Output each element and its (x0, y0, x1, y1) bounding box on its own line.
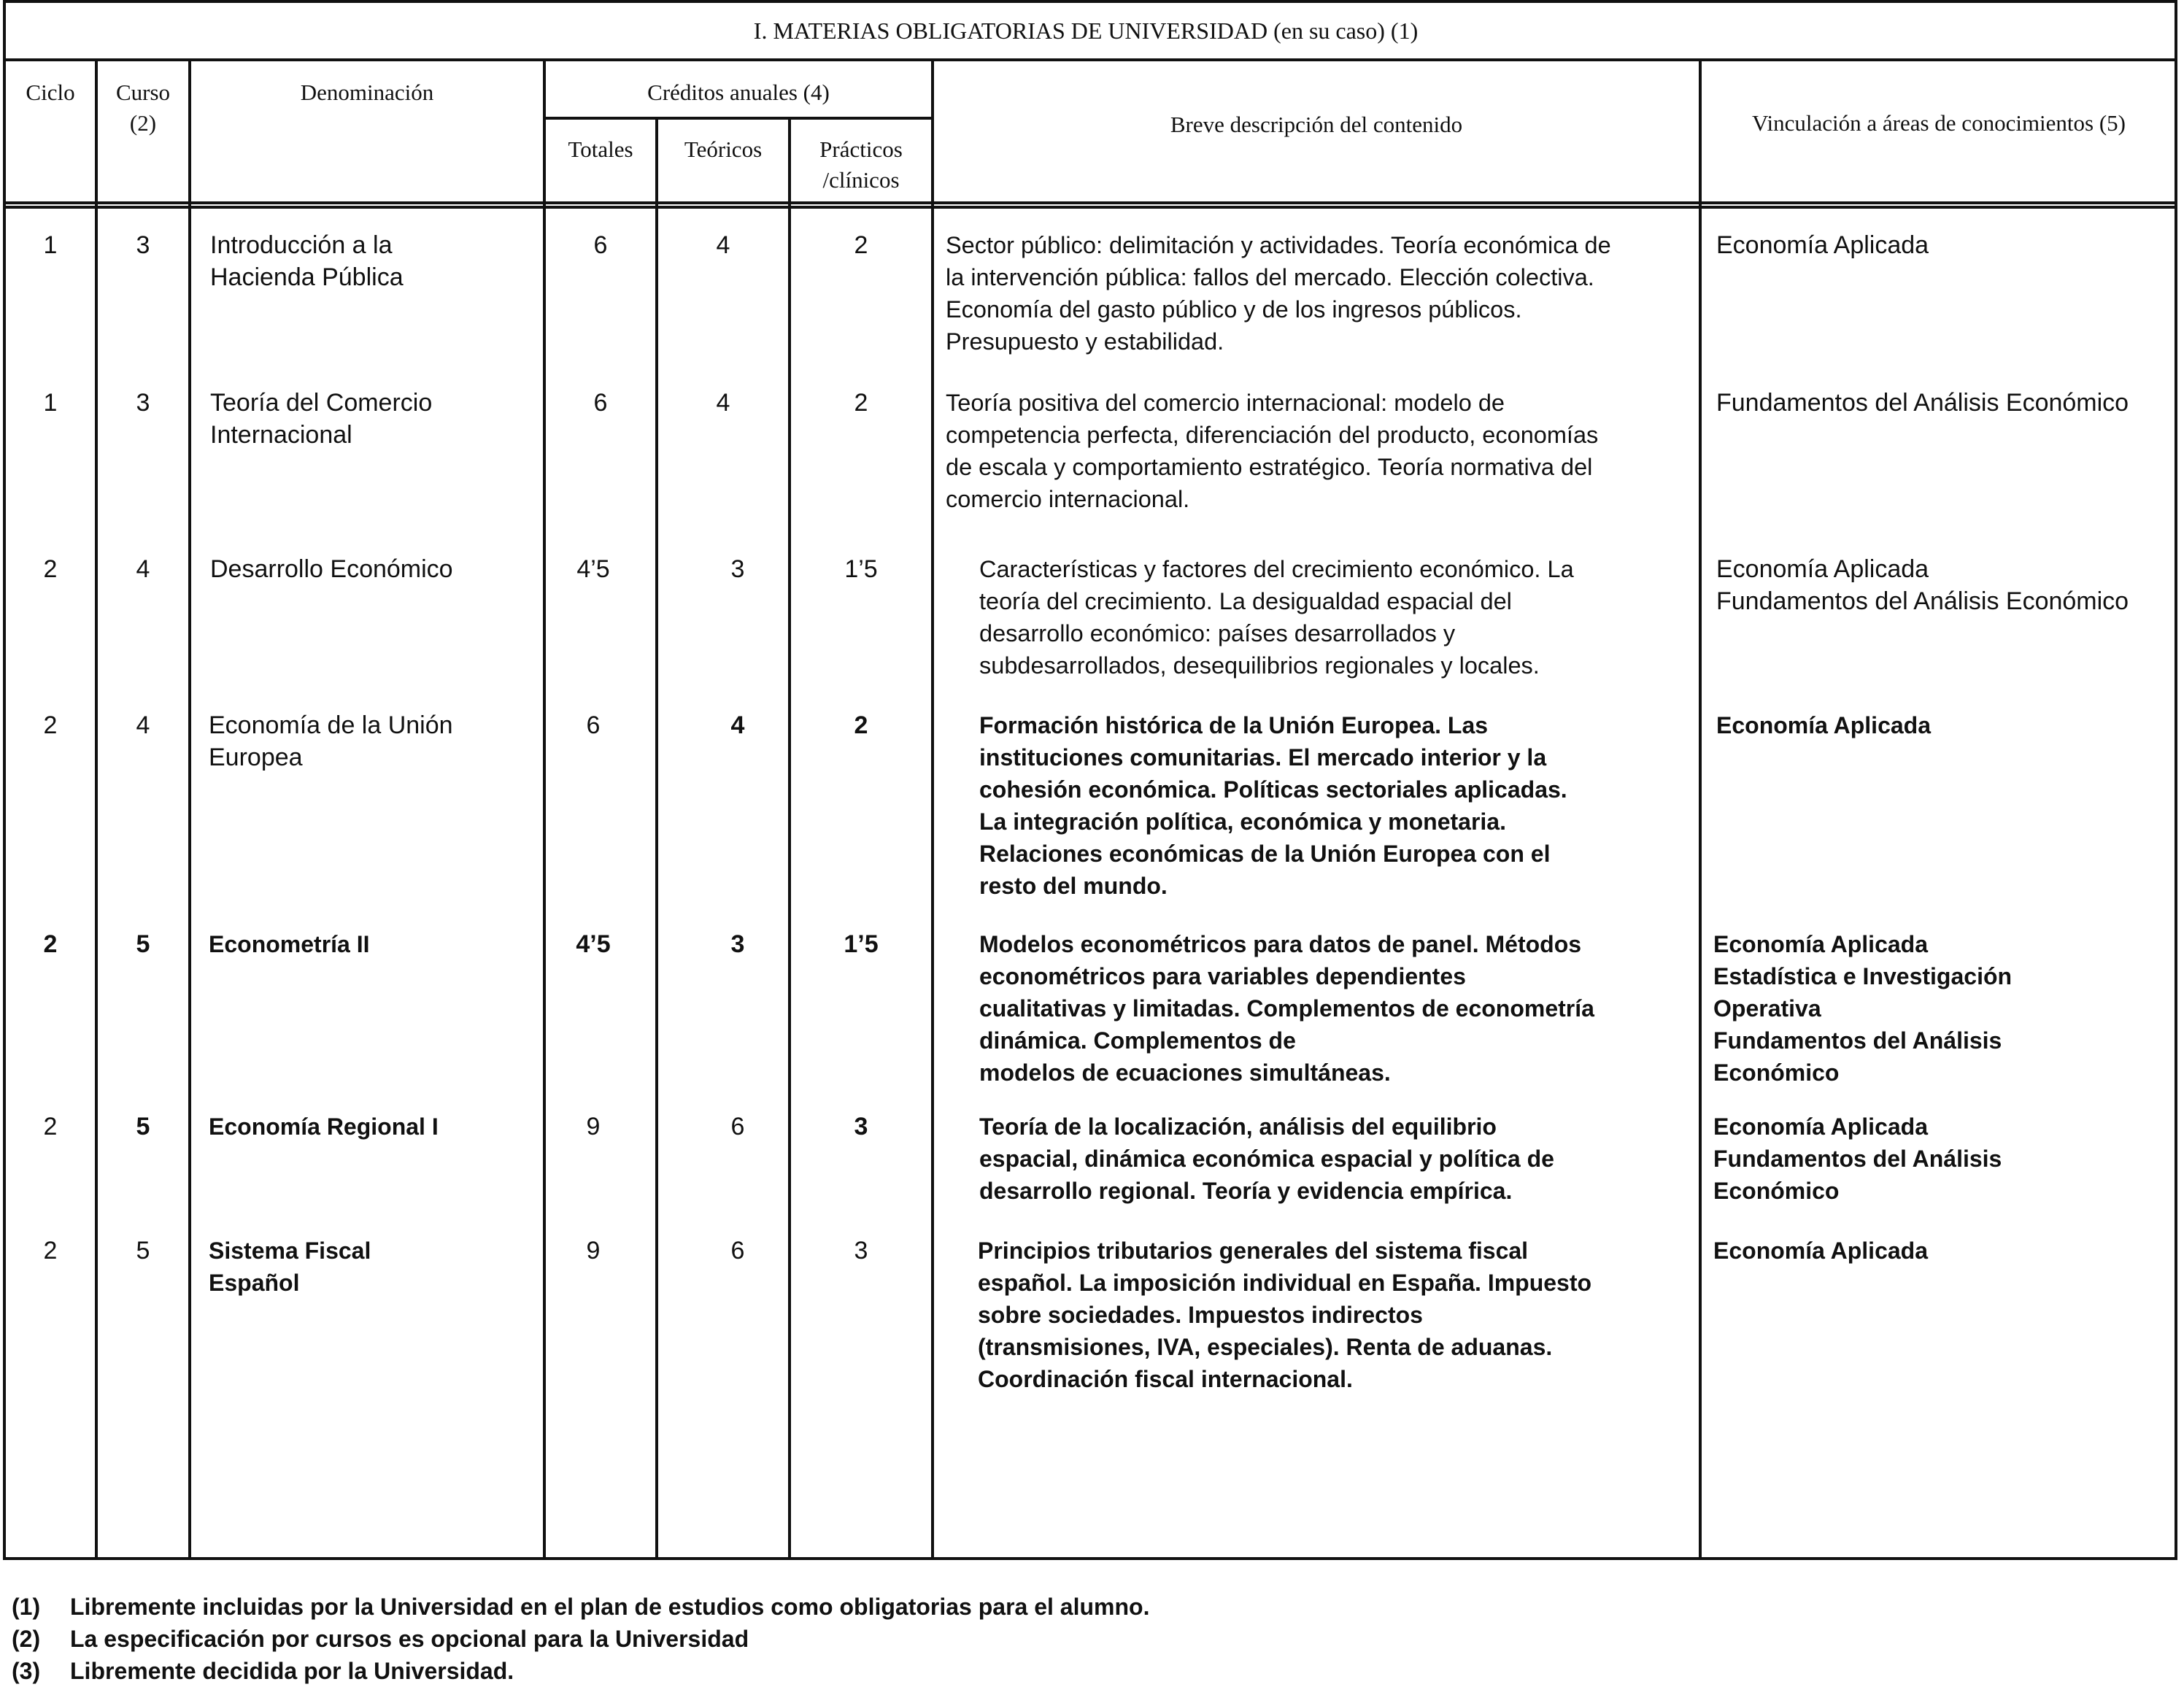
cell-denominacion (210, 553, 539, 585)
cell-denominacion (210, 229, 539, 293)
cell-line: Teoría del Comercio (210, 389, 433, 417)
cell-line: dinámica. Complementos de (979, 1027, 1296, 1054)
cell-line: Introducción a la (210, 231, 393, 259)
footnote (12, 1623, 1149, 1655)
cell-descripcion (979, 553, 1694, 682)
cell-ciclo: 1 (43, 231, 58, 259)
cell-line: Económico (1713, 1178, 1840, 1204)
cell-curso: 3 (136, 231, 150, 259)
cell-line: resto del mundo. (979, 873, 1168, 899)
cell-vinculacion (1713, 1111, 2173, 1207)
cell-descripcion (979, 1111, 1694, 1207)
cell-ciclo: 1 (43, 389, 58, 417)
cell-line: Español (209, 1270, 300, 1296)
column-divider (188, 58, 191, 1560)
cell-denominacion (209, 1111, 537, 1143)
cell-line: cualitativas y limitadas. Complementos de econometría (979, 995, 1594, 1022)
footnote-text: Libremente decidida por la Universidad. (70, 1658, 514, 1684)
footnote (12, 1655, 1149, 1687)
cell-line: Economía Regional I (209, 1113, 439, 1140)
cell-vinculacion (1716, 229, 2176, 261)
cell-line: Sector público: delimitación y actividades. Teoría económica de (946, 232, 1611, 258)
column-divider (931, 58, 934, 1560)
cell-line: Hacienda Pública (210, 263, 404, 291)
cell-line: Economía Aplicada (1716, 712, 1931, 738)
header-teoricos: Teóricos (684, 136, 763, 162)
cell-line: Desarrollo Económico (210, 555, 453, 583)
cell-denominacion (209, 1235, 537, 1299)
cell-denominacion (209, 709, 537, 773)
footnote-number: (2) (12, 1626, 41, 1652)
cell-line: comercio internacional. (946, 486, 1190, 512)
cell-ciclo: 2 (43, 711, 58, 739)
cell-teoricos: 6 (730, 1113, 745, 1140)
column-divider (1699, 58, 1702, 1560)
cell-line: Economía Aplicada (1713, 1113, 1928, 1140)
credits-subheader-divider (543, 117, 931, 120)
cell-descripcion (946, 229, 1690, 358)
header-denominacion: Denominación (300, 80, 434, 105)
cell-line: de escala y comportamiento estratégico. Teoría normativa del (946, 454, 1593, 480)
header-curso-note: (2) (129, 110, 157, 136)
cell-line: teoría del crecimiento. La desigualdad espacial del (979, 588, 1512, 614)
cell-curso: 5 (136, 1237, 150, 1265)
cell-line: Teoría de la localización, análisis del equilibrio (979, 1113, 1497, 1140)
cell-totales: 6 (593, 231, 608, 259)
footnote-number: (1) (12, 1594, 41, 1620)
header-divider-double (3, 206, 2177, 209)
cell-line: Fundamentos del Análisis (1713, 1027, 2002, 1054)
cell-teoricos: 4 (730, 711, 745, 739)
cell-line: Económico (1713, 1059, 1840, 1086)
cell-line: Economía Aplicada (1716, 231, 1929, 259)
header-ciclo: Ciclo (26, 80, 75, 105)
cell-totales: 6 (593, 389, 608, 417)
cell-curso: 5 (136, 1113, 150, 1140)
cell-practicos: 1’5 (844, 930, 879, 958)
cell-line: Operativa (1713, 995, 1821, 1022)
cell-descripcion (979, 709, 1694, 902)
cell-line: Economía del gasto público y de los ingresos públicos. (946, 296, 1522, 323)
cell-totales: 4’5 (576, 555, 610, 583)
cell-line: econométricos para variables dependientes (979, 963, 1466, 989)
cell-line: Modelos econométricos para datos de panel. Métodos (979, 931, 1582, 957)
cell-descripcion (978, 1235, 1693, 1395)
cell-vinculacion (1716, 709, 2176, 741)
footnote-text: La especificación por cursos es opcional para la Universidad (70, 1626, 749, 1652)
header-divider (3, 201, 2177, 204)
cell-line: Fundamentos del Análisis Económico (1716, 587, 2129, 615)
cell-denominacion (210, 387, 539, 451)
footnote-text: Libremente incluidas por la Universidad en el plan de estudios como obligatorias para el alumno. (70, 1594, 1150, 1620)
cell-totales: 9 (586, 1113, 601, 1140)
cell-line: Economía Aplicada (1716, 555, 1929, 583)
column-divider (655, 117, 658, 1560)
cell-ciclo: 2 (43, 1237, 58, 1265)
cell-line: Economía Aplicada (1713, 931, 1928, 957)
cell-totales: 4’5 (576, 930, 611, 958)
cell-practicos: 3 (854, 1237, 868, 1265)
cell-line: Econometría II (209, 931, 370, 957)
cell-line: espacial, dinámica económica espacial y política de (979, 1146, 1554, 1172)
cell-ciclo: 2 (43, 555, 58, 583)
title-divider (3, 58, 2177, 61)
cell-line: desarrollo económico: países desarrollados y (979, 620, 1456, 646)
cell-line: Internacional (210, 421, 352, 449)
cell-teoricos: 4 (716, 231, 730, 259)
cell-vinculacion (1713, 928, 2173, 1089)
cell-curso: 4 (136, 555, 150, 583)
cell-vinculacion (1716, 553, 2176, 617)
column-divider (95, 58, 98, 1560)
cell-line: Teoría positiva del comercio internacional: modelo de (946, 390, 1505, 416)
header-practicos-clinicos: /clínicos (822, 167, 900, 193)
header-descripcion: Breve descripción del contenido (1170, 112, 1463, 137)
cell-line: Europea (209, 744, 303, 771)
table-title: I. MATERIAS OBLIGATORIAS DE UNIVERSIDAD (en su caso) (1) (753, 18, 1419, 44)
cell-line: subdesarrollados, desequilibrios regionales y locales. (979, 652, 1540, 679)
cell-line: instituciones comunitarias. El mercado interior y la (979, 744, 1547, 771)
cell-line: desarrollo regional. Teoría y evidencia empírica. (979, 1178, 1513, 1204)
footnote (12, 1591, 1149, 1623)
cell-vinculacion (1716, 387, 2176, 419)
cell-vinculacion (1713, 1235, 2173, 1267)
header-curso: Curso (115, 80, 171, 105)
cell-practicos: 1’5 (844, 555, 878, 583)
cell-line: Presupuesto y estabilidad. (946, 328, 1224, 355)
cell-line: competencia perfecta, diferenciación del producto, economías (946, 422, 1599, 448)
column-divider (543, 58, 546, 1560)
cell-line: modelos de ecuaciones simultáneas. (979, 1059, 1391, 1086)
cell-line: sobre sociedades. Impuestos indirectos (978, 1302, 1423, 1328)
cell-teoricos: 3 (730, 555, 745, 583)
footnotes (12, 1591, 1149, 1687)
cell-teoricos: 3 (730, 930, 745, 958)
cell-line: Fundamentos del Análisis (1713, 1146, 2002, 1172)
cell-curso: 3 (136, 389, 150, 417)
cell-line: Economía Aplicada (1713, 1238, 1928, 1264)
cell-line: cohesión económica. Políticas sectoriales aplicadas. (979, 776, 1567, 803)
header-totales: Totales (568, 136, 633, 162)
cell-curso: 5 (136, 930, 150, 958)
cell-totales: 9 (586, 1237, 601, 1265)
cell-practicos: 2 (854, 389, 868, 417)
header-vinculacion: Vinculación a áreas de conocimientos (5) (1751, 110, 2126, 136)
footnote-number: (3) (12, 1658, 41, 1684)
cell-teoricos: 6 (730, 1237, 745, 1265)
cell-line: la intervención pública: fallos del mercado. Elección colectiva. (946, 264, 1594, 290)
column-divider (788, 117, 791, 1560)
cell-line: Principios tributarios generales del sistema fiscal (978, 1238, 1529, 1264)
cell-line: Economía de la Unión (209, 711, 453, 739)
cell-line: Formación histórica de la Unión Europea. Las (979, 712, 1489, 738)
cell-practicos: 2 (854, 711, 868, 739)
cell-line: La integración política, económica y monetaria. (979, 808, 1506, 835)
cell-line: español. La imposición individual en España. Impuesto (978, 1270, 1592, 1296)
header-creditos: Créditos anuales (4) (647, 80, 830, 105)
cell-line: Relaciones económicas de la Unión Europea con el (979, 841, 1551, 867)
cell-practicos: 2 (854, 231, 868, 259)
cell-curso: 4 (136, 711, 150, 739)
header-practicos: Prácticos (819, 136, 903, 162)
cell-descripcion (946, 387, 1690, 515)
cell-line: Características y factores del crecimiento económico. La (979, 556, 1574, 582)
cell-denominacion (209, 928, 537, 960)
cell-line: (transmisiones, IVA, especiales). Renta de aduanas. (978, 1334, 1553, 1360)
cell-line: Fundamentos del Análisis Económico (1716, 389, 2129, 417)
cell-ciclo: 2 (43, 1113, 58, 1140)
cell-line: Sistema Fiscal (209, 1238, 371, 1264)
cell-line: Coordinación fiscal internacional. (978, 1366, 1353, 1392)
cell-ciclo: 2 (43, 930, 58, 958)
cell-practicos: 3 (854, 1113, 868, 1140)
cell-teoricos: 4 (716, 389, 730, 417)
cell-totales: 6 (586, 711, 601, 739)
cell-descripcion (979, 928, 1694, 1089)
cell-line: Estadística e Investigación (1713, 963, 2013, 989)
